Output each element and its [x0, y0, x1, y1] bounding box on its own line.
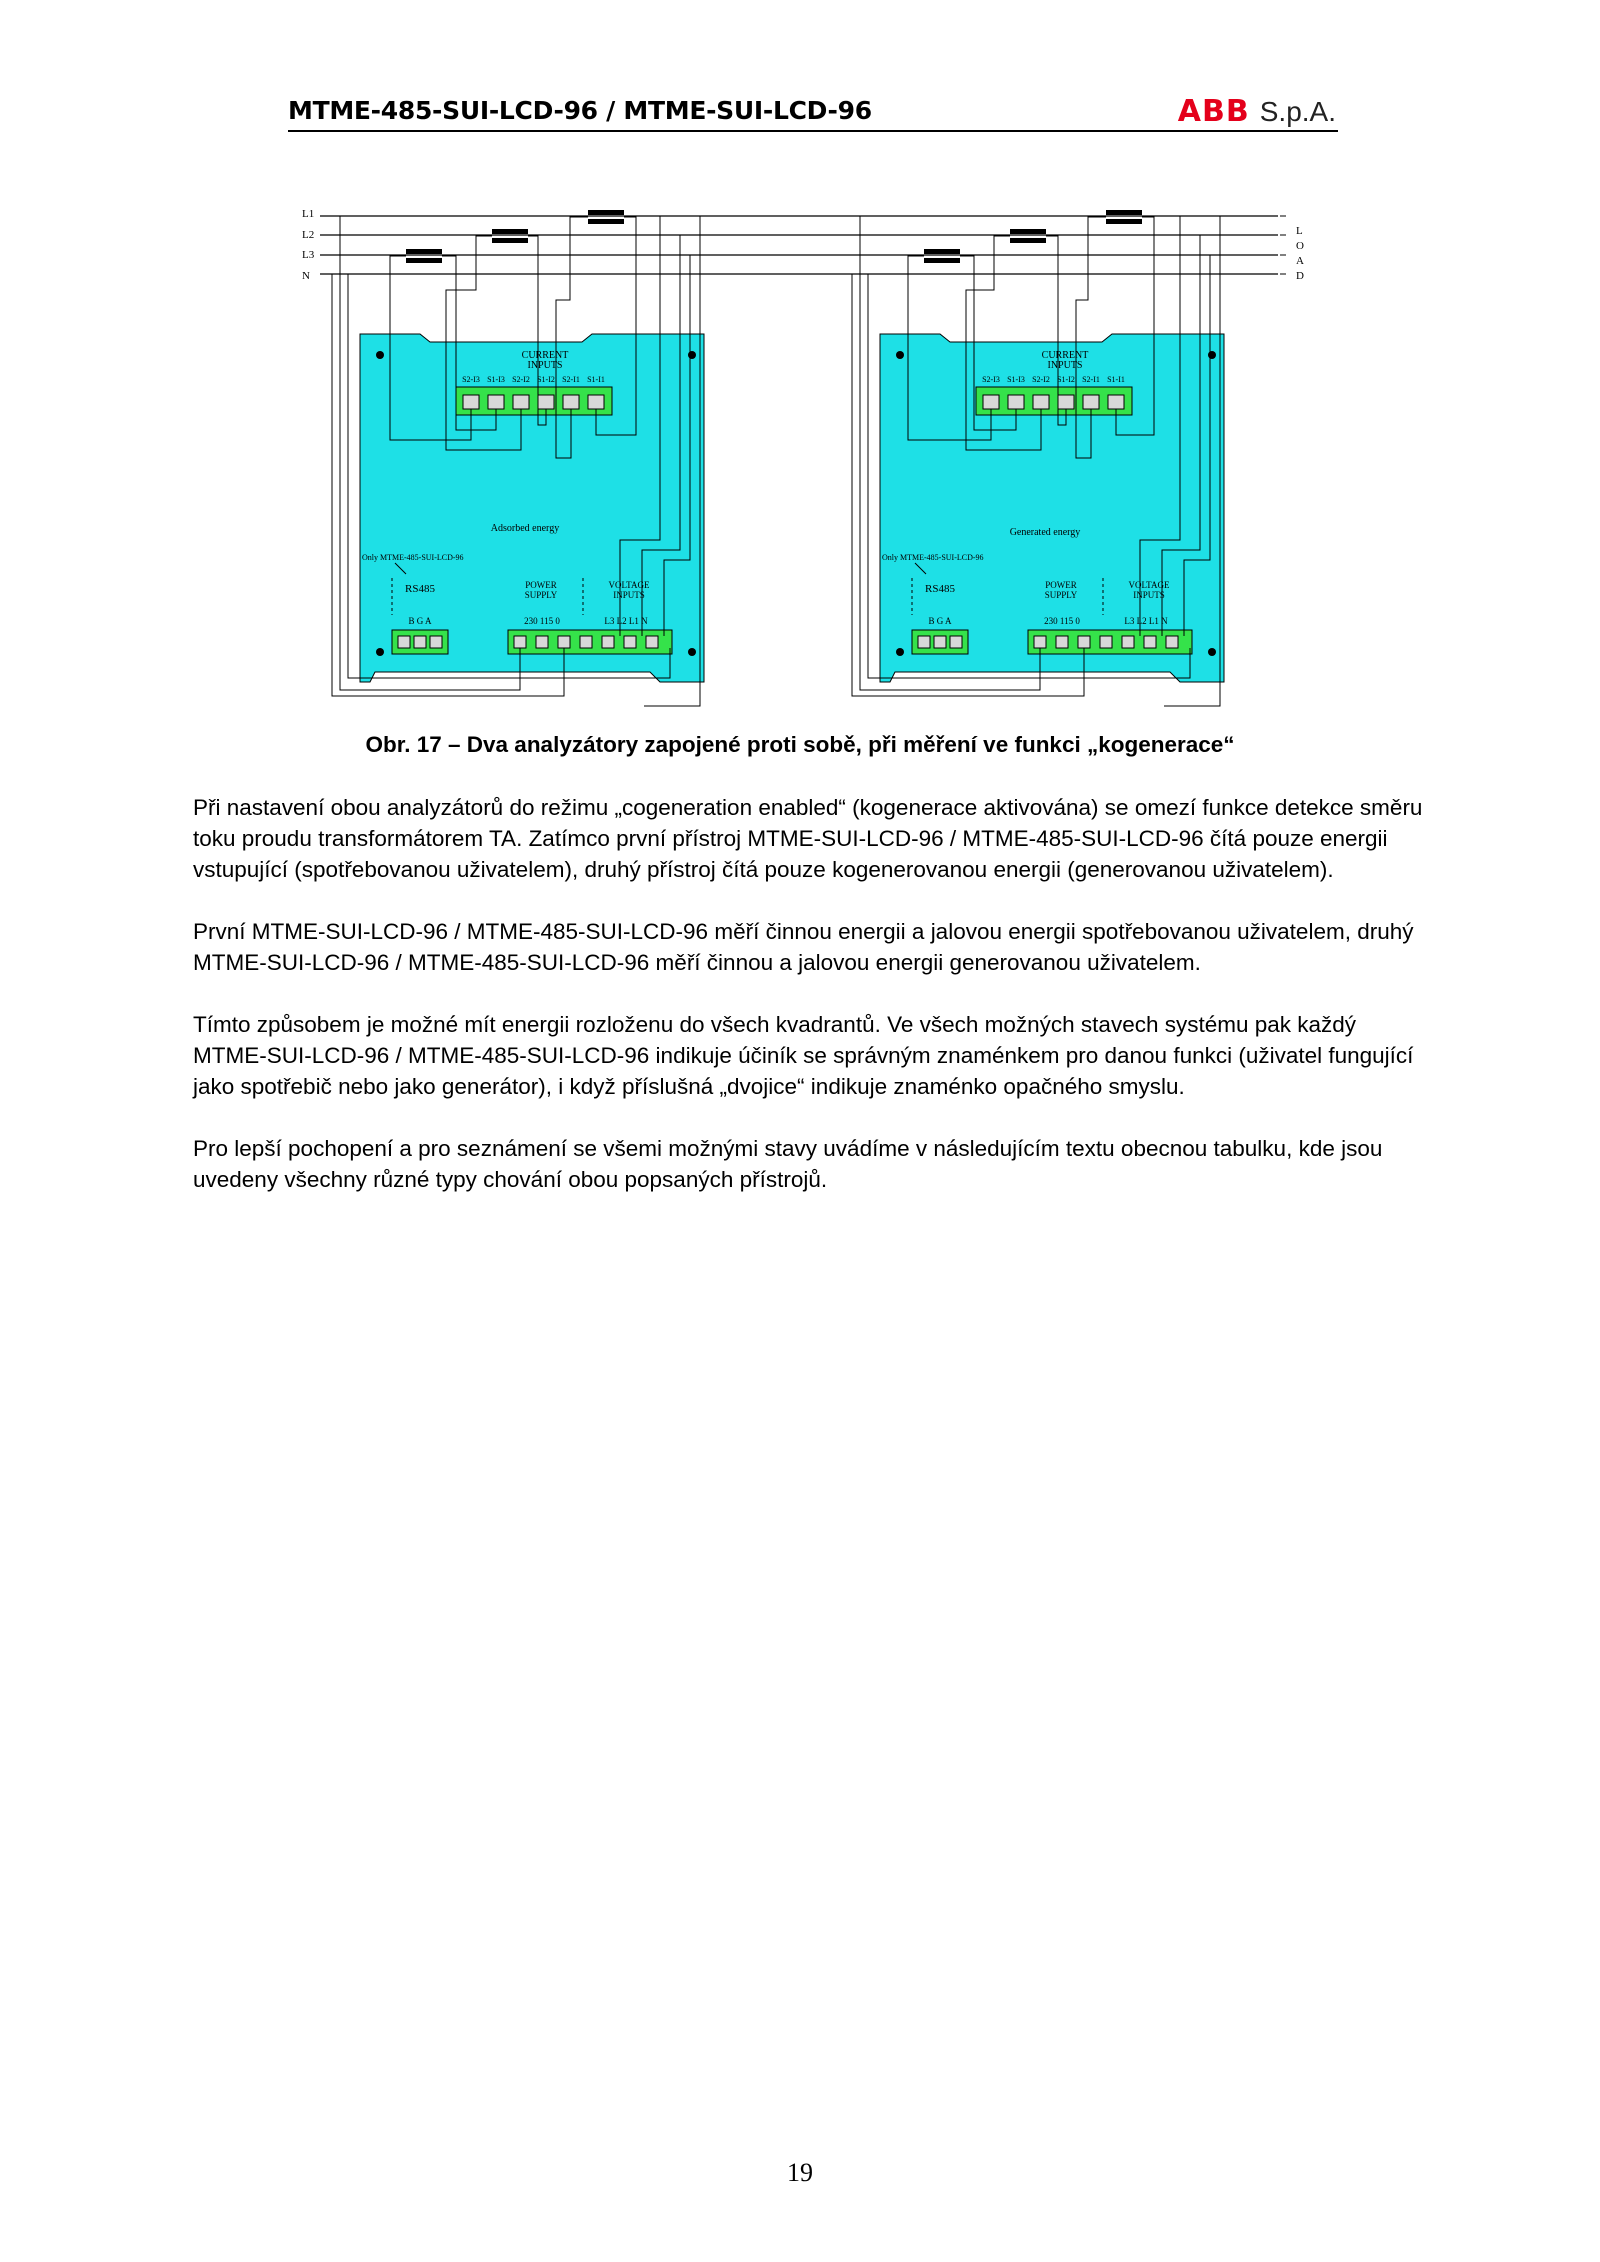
svg-text:L3 L2 L1 N: L3 L2 L1 N — [604, 616, 648, 626]
load-letter: O — [1296, 240, 1304, 252]
svg-text:INPUTS: INPUTS — [613, 590, 645, 600]
mount-hole — [688, 351, 696, 359]
svg-text:230 115 0: 230 115 0 — [1044, 616, 1080, 626]
svg-text:S1-I1: S1-I1 — [1107, 375, 1125, 384]
svg-text:POWER: POWER — [1045, 580, 1077, 590]
figure-caption: Obr. 17 – Dva analyzátory zapojené proti sobě, při měření ve funkci „kogenerace“ — [365, 732, 1235, 757]
abb-logo: ABB — [1177, 94, 1250, 129]
paragraph: Tímto způsobem je možné mít energii rozloženu do všech kvadrantů. Ve všech možných stavech systému pak každý MTME-SUI-LCD-96 / MTME-485-SUI-LCD-96 indikuje účiník se správným znaménkem pro danou funkci (uživatel fungující jako spotřebič nebo jako generátor), i když příslušná „dvojice“ indikuje znaménko opačného smyslu. — [193, 1012, 1414, 1099]
svg-text:L3 L2 L1 N: L3 L2 L1 N — [1124, 616, 1168, 626]
svg-text:CURRENT: CURRENT — [1041, 350, 1089, 361]
company-suffix: S.p.A. — [1259, 96, 1336, 127]
current-inputs-title: INPUTS — [527, 360, 563, 371]
company-brand — [1178, 94, 1336, 129]
svg-text:INPUTS: INPUTS — [1047, 360, 1083, 371]
ct-l1-left — [588, 210, 624, 215]
body-text — [193, 792, 1433, 1226]
line-label-n: N — [302, 270, 310, 282]
svg-text:S1-I2: S1-I2 — [537, 375, 555, 384]
load-label — [1296, 225, 1304, 282]
svg-text:S2-I3: S2-I3 — [982, 375, 1000, 384]
mount-hole — [376, 648, 384, 656]
svg-text:B G A: B G A — [928, 616, 952, 626]
svg-text:Only MTME-485-SUI-LCD-96: Only MTME-485-SUI-LCD-96 — [882, 553, 984, 562]
ct-l2-left — [492, 229, 528, 234]
svg-text:RS485: RS485 — [925, 583, 955, 595]
paragraph: Při nastavení obou analyzátorů do režimu „cogeneration enabled“ (kogenerace aktivována) se omezí funkce detekce směru toku proudu transformátorem TA. Zatímco první přístroj MTME-SUI-LCD-96 / MTME-485-SUI-LCD-96 čítá pouze energii vstupující (spotřebovanou uživatelem), druhý přístroj čítá pouze kogenerovanou energii (generovanou uživatelem). — [193, 795, 1423, 882]
only-label: Only MTME-485-SUI-LCD-96 — [362, 553, 464, 562]
energy-label: Adsorbed energy — [490, 523, 560, 534]
document-title: MTME-485-SUI-LCD-96 / MTME-SUI-LCD-96 — [288, 96, 872, 125]
svg-text:230 115 0: 230 115 0 — [524, 616, 560, 626]
rs485-label: RS485 — [405, 583, 435, 595]
bus-lines — [320, 216, 1278, 274]
svg-text:VOLTAGE: VOLTAGE — [1128, 580, 1170, 590]
line-label-l1: L1 — [302, 208, 315, 220]
paragraph: Pro lepší pochopení a pro seznámení se všemi možnými stavy uvádíme v následujícím textu obecnou tabulku, kde jsou uvedeny všechny různé typy chování obou popsaných přístrojů. — [193, 1136, 1383, 1192]
paragraph: První MTME-SUI-LCD-96 / MTME-485-SUI-LCD-96 měří činnou energii a jalovou energii spotřebovanou uživatelem, druhý MTME-SUI-LCD-96 / MTME-485-SUI-LCD-96 měří činnou a jalovou energii generovanou uživatelem. — [193, 919, 1414, 975]
svg-text:POWER: POWER — [525, 580, 557, 590]
page-header — [288, 94, 1338, 132]
svg-text:S1-I3: S1-I3 — [487, 375, 505, 384]
svg-text:S2-I1: S2-I1 — [562, 375, 580, 384]
svg-text:S1-I3: S1-I3 — [1007, 375, 1025, 384]
meter-right — [880, 334, 1224, 682]
svg-text:S2-I3: S2-I3 — [462, 375, 480, 384]
meter-left — [360, 334, 704, 682]
line-label-l2: L2 — [302, 229, 315, 241]
svg-text:INPUTS: INPUTS — [1133, 590, 1165, 600]
ct-l2-right — [1010, 229, 1046, 234]
line-labels — [302, 208, 315, 282]
load-letter: A — [1296, 255, 1304, 267]
load-arrows — [1280, 216, 1286, 274]
svg-text:VOLTAGE: VOLTAGE — [608, 580, 650, 590]
current-inputs-title: CURRENT — [521, 350, 569, 361]
svg-text:S2-I2: S2-I2 — [1032, 375, 1050, 384]
svg-text:S1-I1: S1-I1 — [587, 375, 605, 384]
mount-hole — [376, 351, 384, 359]
svg-text:B G A: B G A — [408, 616, 432, 626]
page-number: 19 — [787, 2158, 813, 2187]
ct-l3-right — [924, 249, 960, 254]
svg-text:S1-I2: S1-I2 — [1057, 375, 1075, 384]
load-letter: L — [1296, 225, 1303, 237]
ct-l3-left — [406, 249, 442, 254]
svg-text:SUPPLY: SUPPLY — [1044, 590, 1078, 600]
wiring-diagram-figure — [280, 200, 1340, 720]
svg-text:S2-I1: S2-I1 — [1082, 375, 1100, 384]
mount-hole — [688, 648, 696, 656]
ct-l1-right — [1106, 210, 1142, 215]
svg-text:S2-I2: S2-I2 — [512, 375, 530, 384]
svg-text:SUPPLY: SUPPLY — [524, 590, 558, 600]
energy-label: Generated energy — [1009, 527, 1081, 538]
cogeneration-wiring-diagram — [280, 200, 1340, 720]
load-letter: D — [1296, 270, 1304, 282]
line-label-l3: L3 — [302, 249, 315, 261]
